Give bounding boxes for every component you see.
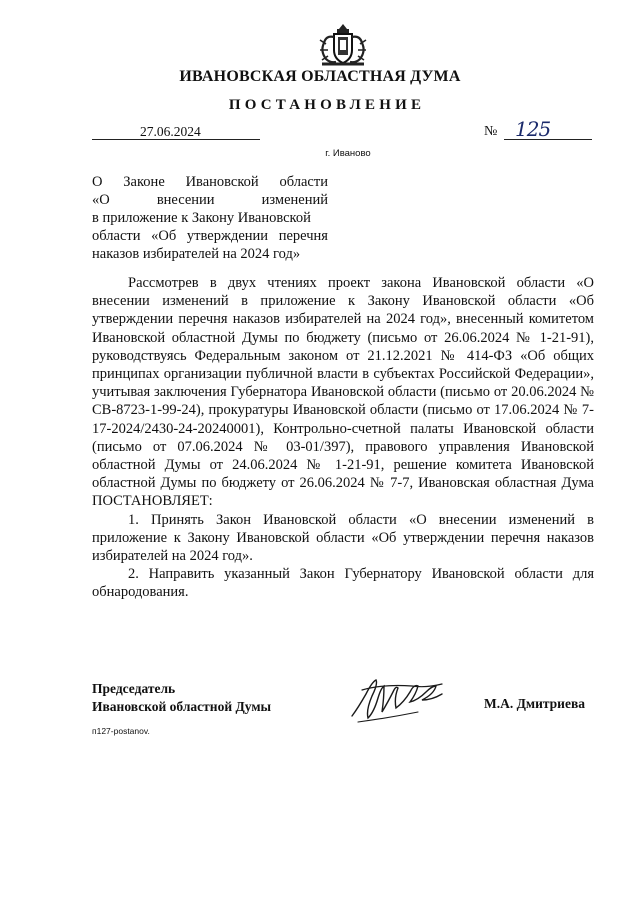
subject-word: перечня xyxy=(278,228,328,244)
preamble-paragraph: Рассмотрев в двух чтениях проект закона Ивановской области «О внесении изменений в приложение к Закону Ивановской области «Об утверждении перечня наказов избирателей на 2024 год», внесенный комитетом Ивановской областной Думы по бюджету (письмо от 26.06.2024 № 1-21-91), руководствуясь Федеральным законом от 21.12.2021 № 414-ФЗ «Об общих принципах организации публичной власти в субъектах Российской Федерации», учитывая заключения Губернатора Ивановской области (письмо от 20.06.2024 № СВ-8723-1-99-24), прокуратуры Ивановской области (письмо от 17.06.2024 № 7-17-2024/2430-24-20240001), Контрольно-счетной палаты Ивановской области (письмо от 07.06.2024 № 03-01/397), правового управления Ивановской областной Думы от 24.06.2024 № 1-21-91, решение комитета Ивановской областной Думы по бюджету от 26.06.2024 № 7-7, Ивановская областная Дума ПОСТАНОВЛЯЕТ: xyxy=(92,275,594,510)
subject-word: утверждении xyxy=(186,228,269,244)
subject-line xyxy=(92,227,328,245)
signatory-title xyxy=(92,680,271,716)
resolution-item-2: 2. Направить указанный Закон Губернатору Ивановской области для обнародования. xyxy=(92,566,594,601)
document-date: 27.06.2024 xyxy=(140,124,201,139)
signatory-name: М.А. Дмитриева xyxy=(484,696,585,711)
subject-line: наказов избирателей на 2024 год» xyxy=(92,246,301,262)
handwritten-signature xyxy=(342,666,458,730)
subject-word: Ивановской xyxy=(185,174,259,190)
document-type: ПОСТАНОВЛЕНИЕ xyxy=(228,97,426,113)
subject-word: изменений xyxy=(261,192,328,208)
document-subject xyxy=(92,173,328,263)
subject-word: «Об xyxy=(151,228,177,244)
number-sign: № xyxy=(484,124,498,139)
subject-word: Законе xyxy=(123,174,165,190)
document-number: 125 xyxy=(515,117,551,141)
organization-name: ИВАНОВСКАЯ ОБЛАСТНАЯ ДУМА xyxy=(179,68,461,85)
subject-word: внесении xyxy=(156,192,215,208)
subject-line: в приложение к Закону Ивановской xyxy=(92,210,311,226)
file-reference: п127-postanov. xyxy=(92,726,150,736)
subject-word: области xyxy=(279,174,328,190)
subject-line xyxy=(92,173,328,191)
resolution-item-1: 1. Принять Закон Ивановской области «О внесении изменений в приложение к Закону Ивановской области «Об утверждении перечня наказов избирателей на 2024 год». xyxy=(92,511,594,565)
subject-word: О xyxy=(92,174,103,190)
subject-word: области xyxy=(92,228,141,244)
subject-word: «О xyxy=(92,192,110,208)
coat-of-arms-icon xyxy=(316,22,370,68)
document-body xyxy=(92,274,594,602)
city: г. Иваново xyxy=(325,148,371,159)
subject-line xyxy=(92,191,328,209)
signatory-title-line: Председатель xyxy=(92,681,176,696)
signatory-title-line: Ивановской областной Думы xyxy=(92,699,272,714)
